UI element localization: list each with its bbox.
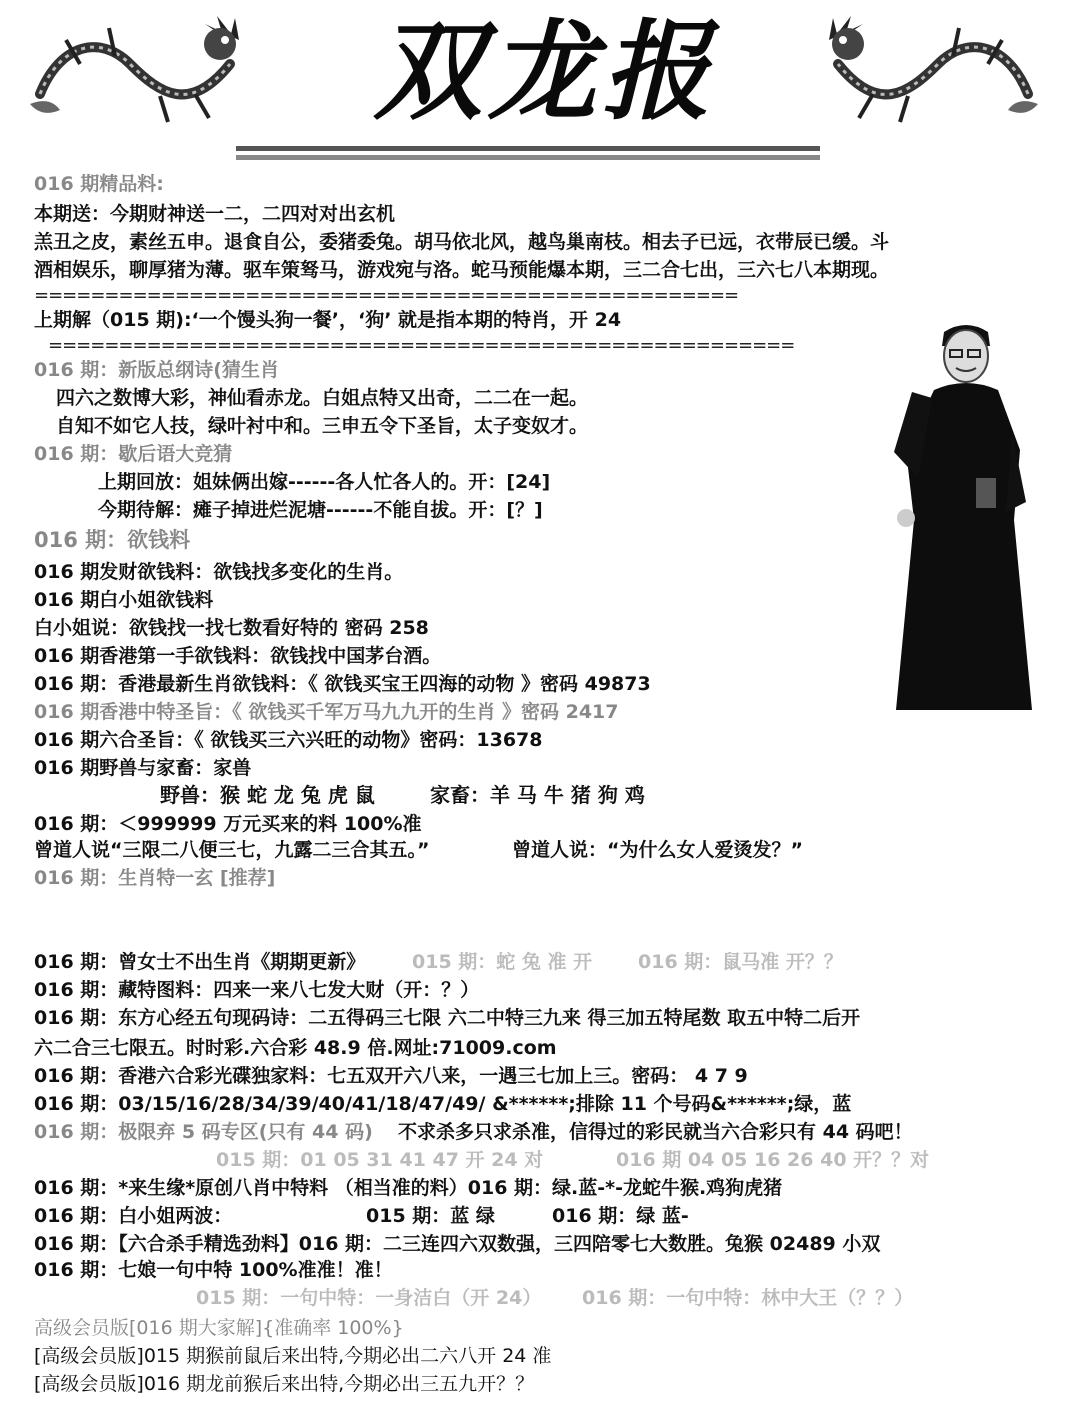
text-line: 016 期：绿 蓝- xyxy=(552,1205,689,1227)
section-heading: 高级会员版[016 期大家解]{准确率 100%} xyxy=(34,1317,404,1339)
text-line: 曾道人说“三限二八便三七，九露二三合其五。” xyxy=(34,839,430,861)
separator: ===================================================== xyxy=(48,335,795,356)
text-line: 016 期：七娘一句中特 100%准准！准！ xyxy=(34,1259,393,1281)
text-line: 白小姐说：欲钱找一找七数看好特的 密码 258 xyxy=(34,617,429,639)
text-line: 016 期：曾女士不出生肖《期期更新》 xyxy=(34,951,366,973)
faded-text: 015 期：01 05 31 41 47 开 24 对 xyxy=(216,1149,544,1171)
text-line: 酒相娱乐，聊厚猪为薄。驱车策驽马，游戏宛与洛。蛇马预能爆本期，三二合七出，三六七八本期现。 xyxy=(34,259,890,281)
section-heading: 016 期：歇后语大竞猜 xyxy=(34,443,233,465)
text-line: 016 期：*来生缘*原创八肖中特料 （相当准的料）016 期：绿.蓝-*-龙蛇牛猴.鸡狗虎猪 xyxy=(34,1177,783,1199)
section-heading: 016 期：新版总纲诗(猜生肖 xyxy=(34,359,279,381)
text-line: 016 期：【六合杀手精选劲料】016 期：二三连四六双数强，三四陪零七大数胜。兔猴 02489 小双 xyxy=(34,1233,881,1255)
faded-text: 016 期 04 05 16 26 40 开？？对 xyxy=(616,1149,930,1171)
text-line: 六二合三七限五。时时彩.六合彩 48.9 倍.网址:71009.com xyxy=(34,1037,557,1059)
robed-man-figure xyxy=(884,312,1044,712)
section-heading: 016 期精品料: xyxy=(34,173,164,195)
faded-text: 016 期：鼠马准 开？？ xyxy=(638,951,843,973)
text-line: 本期送：今期财神送一二，二四对对出玄机 xyxy=(34,203,396,225)
masthead xyxy=(0,0,1080,165)
text-line: 015 期：蓝 绿 xyxy=(366,1205,495,1227)
text-line: [高级会员版]015 期猴前鼠后来出特,今期必出二六八开 24 准 xyxy=(34,1345,552,1367)
domestic-animals: 家畜：羊 马 牛 猪 狗 鸡 xyxy=(430,783,645,807)
text-line: 016 期：香港最新生肖欲钱料：《 欲钱买宝王四海的动物 》密码 49873 xyxy=(34,673,651,695)
faded-text: 015 期：一句中特：一身洁白（开 24） xyxy=(196,1287,542,1309)
separator: ================================================== xyxy=(34,285,739,306)
text-line: 016 期六合圣旨：《 欲钱买三六兴旺的动物》密码：13678 xyxy=(34,729,543,751)
text-line: 016 期香港第一手欲钱料：欲钱找中国茅台酒。 xyxy=(34,645,442,667)
text-line: 016 期：藏特图料：四来一来八七发大财（开：？） xyxy=(34,979,480,1001)
section-heading: 016 期：极限弃 5 码专区(只有 44 码) xyxy=(34,1121,373,1143)
section-heading: 016 期：欲钱料 xyxy=(34,528,191,552)
text-line: 016 期野兽与家畜：家兽 xyxy=(34,757,252,779)
text-line: 016 期：香港六合彩光碟独家料：七五双开六八来，一遇三七加上三。密码： 4 7 9 xyxy=(34,1065,748,1087)
section-heading: 016 期：生肖特一玄 [推荐] xyxy=(34,867,276,889)
text-line: 016 期：白小姐两波： xyxy=(34,1205,233,1227)
text-line: 羔丑之皮，素丝五申。退食自公，委猪委兔。胡马依北风，越鸟巢南枝。相去子已远，衣带辰已缓。斗 xyxy=(34,231,890,253)
text-line: 016 期：＜999999 万元买来的料 100%准 xyxy=(34,813,422,835)
faded-text: 016 期：一句中特：林中大王（？？） xyxy=(582,1287,914,1309)
newspaper-title: 双龙报 xyxy=(373,9,716,135)
title-underline xyxy=(236,146,820,151)
text-line: 上期回放：姐妹俩出嫁------各人忙各人的。开：[24] xyxy=(98,471,551,493)
dragon-left-icon xyxy=(20,4,250,134)
title-underline-2 xyxy=(236,155,820,160)
text-line: 不求杀多只求杀准，信得过的彩民就当六合彩只有 44 码吧！ xyxy=(398,1121,913,1143)
text-line: 曾道人说：“为什么女人爱烫发？” xyxy=(512,839,803,861)
text-line: 016 期：东方心经五句现码诗：二五得码三七限 六二中特三九来 得三加五特尾数 取五中特二后开 xyxy=(34,1007,861,1029)
text-line: 016 期白小姐欲钱料 xyxy=(34,589,214,611)
text-line: 016 期：03/15/16/28/34/39/40/41/18/47/49/ &******;排除 11 个号码&******;绿，蓝 xyxy=(34,1093,852,1115)
text-line: [高级会员版]016 期龙前猴后来出特,今期必出三五九开？？ xyxy=(34,1373,535,1395)
text-line: 上期解（015 期):‘一个馒头狗一餐’，‘狗’ 就是指本期的特肖，开 24 xyxy=(34,309,622,331)
text-line: 016 期发财欲钱料：欲钱找多变化的生肖。 xyxy=(34,561,404,583)
faded-text: 015 期：蛇 兔 准 开 xyxy=(412,951,593,973)
dragon-right-icon xyxy=(818,4,1048,134)
poem-line: 四六之数博大彩，神仙看赤龙。白姐点特又出奇，二二在一起。 xyxy=(56,387,589,409)
poem-line: 自知不如它人技，绿叶衬中和。三申五令下圣旨，太子变奴才。 xyxy=(56,415,589,437)
text-line: 016 期香港中特圣旨：《 欲钱买千军万马九九开的生肖 》密码 2417 xyxy=(34,701,619,723)
wild-animals: 野兽：猴 蛇 龙 兔 虎 鼠 xyxy=(160,783,375,807)
text-line: 今期待解：瘫子掉进烂泥塘------不能自拔。开：[？] xyxy=(98,499,543,521)
